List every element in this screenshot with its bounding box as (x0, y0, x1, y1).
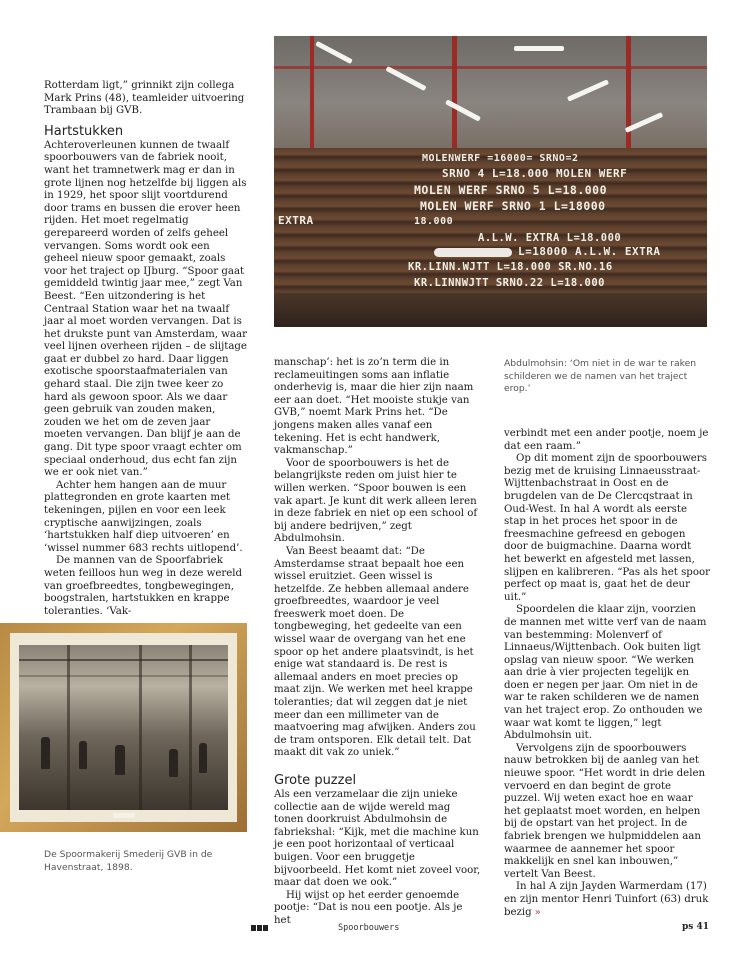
rail-label: SRNO 4 L=18.000 MOLEN WERF (442, 167, 628, 180)
paragraph (504, 881, 710, 919)
photo-figure (169, 749, 178, 777)
photo-figure (79, 741, 87, 769)
photo-post (67, 645, 70, 810)
article-column-1 (44, 80, 247, 618)
rail-label: A.L.W. EXTRA L=18.000 (478, 232, 622, 244)
rail-label: MOLEN WERF SRNO 1 L=18000 (420, 199, 606, 213)
paragraph: manschap’: het is zo’n term die in reclameuitingen soms aan inflatie onderhevig is, maar die hier zijn naam eer aan doet. “Het mooiste stukje van GVB,” noemt Mark Prins het. “De jongens maken alles vanaf een tekening. Het is echt handwerk, vakmanschap.” (274, 357, 474, 457)
rail-label: MOLENWERF =16000= SRNO=2 (422, 153, 579, 164)
photo-framed-historic (0, 623, 247, 832)
photo-rail-stack (274, 36, 707, 327)
paragraph: Voor de spoorbouwers is het de belangrijkste reden om juist hier te willen werken. “Spoor bouwen is een vak apart. Je kunt dit werk alleen leren in deze fabriek en niet op een school of bij andere bedrijven,” zegt Abdulmohsin. (274, 457, 478, 545)
paragraph: Achteroverleunen kunnen de twaalf spoorbouwers van de fabriek nooit, want het tramnetwerk mag er dan in grote lijnen nog hetzelfde bij liggen als in 1929, het spoor slijt voortdurend door trams en bussen die erover heen rijden. Het moet regelmatig gerepareerd worden of zelfs geheel vervangen. Soms wordt ook een geheel nieuw spoor gemaakt, zoals voor het traject op IJburg. “Spoor gaat gemiddeld twintig jaar mee,” zegt Van Beest. “Een uitzondering is het Centraal Station waar het na twaalf jaar al moet worden vervangen. Dat is het drukste punt van Amsterdam, waar veel lijnen overheen rijden – de slijtage gaat er dubbel zo hard. Daar liggen exotische spoorstaafmaterialen van gehard staal. Die zijn twee keer zo hard als gewoon spoor. Als we daar geen gebruik van zouden maken, zouden we het om de zeven jaar moeten vervangen. Dan blijf je aan de gang. Dit type spoor vraagt echter om speciaal onderhoud, dus echt fan zijn we er ook niet van.” (44, 139, 247, 479)
rail-label: EXTRA (278, 214, 314, 227)
paragraph: Achter hem hangen aan de muur plattegronden en grote kaarten met tekeningen, pijlen en voor een leek cryptische aanwijzingen, zoals ‘hartstukken half diep uitvoeren’ en ‘wissel nummer 683 rechts uitlopend’. (44, 479, 243, 554)
photo-caption-bottom: De Spoormakerij Smederij GVB in de Havenstraat, 1898. (44, 849, 213, 873)
paragraph-text: In hal A zijn Jayden Warmerdam (17) en zijn mentor Henri Tuinfort (63) druk bezig (504, 881, 709, 918)
section-heading-grote-puzzel: Grote puzzel (274, 773, 357, 788)
photo-historic-image (19, 645, 228, 810)
rail-label: L=18000 A.L.W. EXTRA (518, 245, 661, 258)
photo-light (514, 46, 564, 51)
rail-label: MOLEN WERF SRNO 5 L=18.000 (414, 183, 608, 197)
paragraph: Van Beest beaamt dat: “De Amsterdamse straat bepaalt hoe een wissel eruitziet. Geen wissel is hetzelfde. Ze hebben allemaal andere groefbreedtes, waardoor je veel freeswerk moet doen. De tongbeweging, het gedeelte van een wissel waar de overgang van het ene spoor op het andere plaatsvindt, is het enige wat standaard is. De rest is allemaal anders en moet precies op maat zijn. We werken met heel krappe toleranties; dat wil zeggen dat je niet meer dan een millimeter van de maatvoering mag afwijken. Anders zou de tram ontsporen. Elk detail telt. Dat maakt dit vak zo uniek.” (274, 545, 476, 759)
footer-bars-icon (251, 925, 268, 931)
rail-label: KR.LINNWJTT SRNO.22 L=18.000 (414, 277, 606, 289)
paragraph: Vervolgens zijn de spoorbouwers nauw betrokken bij de aanleg van het nieuwe spoor. “Het wordt in drie delen vervoerd en dan begint de grote puzzel. Wij weten exact hoe en waar het geplaatst moet worden, en helpen bij de opstart van het project. In de fabriek brengen we hulpmiddelen aan waarmee de aannemer het spoor makkelijk en snel kan inbouwen,” vertelt Van Beest. (504, 742, 706, 880)
paragraph: Spoordelen die klaar zijn, voorzien de mannen met witte verf van de naam van bestemming: Molenverf of Linnaeus/Wijttenbach. Ook buiten ligt opslag van nieuw spoor. “We werken aan drie à vier projecten tegelijk en doen er negen per jaar. Om niet in de war te raken schilderen we de namen van het traject erop. Zo onthouden we waar wat komt te liggen,” legt Abdulmohsin uit. (504, 604, 707, 742)
paragraph: Als een verzamelaar die zijn unieke collectie aan de wijde wereld mag tonen doorkruist Abdulmohsin de fabriekshal: “Kijk, met die machine kun je een poot horizontaal of verticaal buigen. Voor een bruggetje bijvoorbeeld. Het komt niet zoveel voor, maar dat doen we ook.” (274, 789, 481, 889)
photo-caption-top: Abdulmohsin: ‘Om niet in de war te raken schilderen we de namen van het traject erop.’ (504, 358, 697, 394)
paragraph: Op dit moment zijn de spoorbouwers bezig met de kruising Linnaeusstraat-Wijttenbachstraat in Oost en de brugdelen van de De Clercqstraat in Oud-West. In hal A wordt als eerste stap in het proces het spoor in de freesmachine gefreesd en gebogen door de buigmachine. Daarna wordt het bewerkt en afgesteld met lassen, slijpen en kalibreren. “Pas als het spoor perfect op maat is, gaat het de deur uit.” (504, 453, 710, 603)
photo-rafter (19, 675, 228, 677)
section-heading-hartstukken: Hartstukken (44, 123, 124, 139)
photo-post (189, 645, 192, 810)
photo-beam (452, 36, 457, 148)
rail-label: KR.LINN.WJTT L=18.000 SR.NO.16 (408, 261, 613, 273)
paint-smudge (434, 248, 512, 257)
rail-label: 18.000 (414, 216, 454, 227)
article-column-2 (274, 357, 482, 928)
photo-beam (274, 66, 707, 69)
photo-beam (310, 36, 314, 148)
paragraph: Rotterdam ligt,” grinnikt zijn collega Mark Prins (48), teamleider uitvoering Trambaan bij GVB. (44, 80, 245, 117)
paragraph: Hij wijst op het eerder genoemde pootje: “Dat is nou een pootje. Als je het (274, 889, 463, 926)
footer-section-title: Spoorbouwers (338, 923, 400, 933)
paragraph: verbindt met een ander pootje, noem je dat een raam.” (504, 428, 709, 452)
paragraph: De mannen van de Spoorfabriek weten feilloos hun weg in deze wereld van groefbreedtes, tongbewegingen, boogstralen, hartstukken en krappe toleranties. ‘Vak- (44, 555, 243, 617)
page-number: ps 41 (682, 922, 710, 932)
continue-arrows-icon: » (534, 906, 541, 918)
article-column-3 (504, 428, 710, 919)
photo-rafter (19, 659, 228, 661)
photo-figure (199, 743, 207, 773)
photo-floor (274, 293, 707, 327)
photo-figure (41, 737, 50, 769)
frame-nameplate (113, 813, 135, 818)
photo-figure (115, 745, 125, 775)
photo-post (139, 645, 142, 810)
